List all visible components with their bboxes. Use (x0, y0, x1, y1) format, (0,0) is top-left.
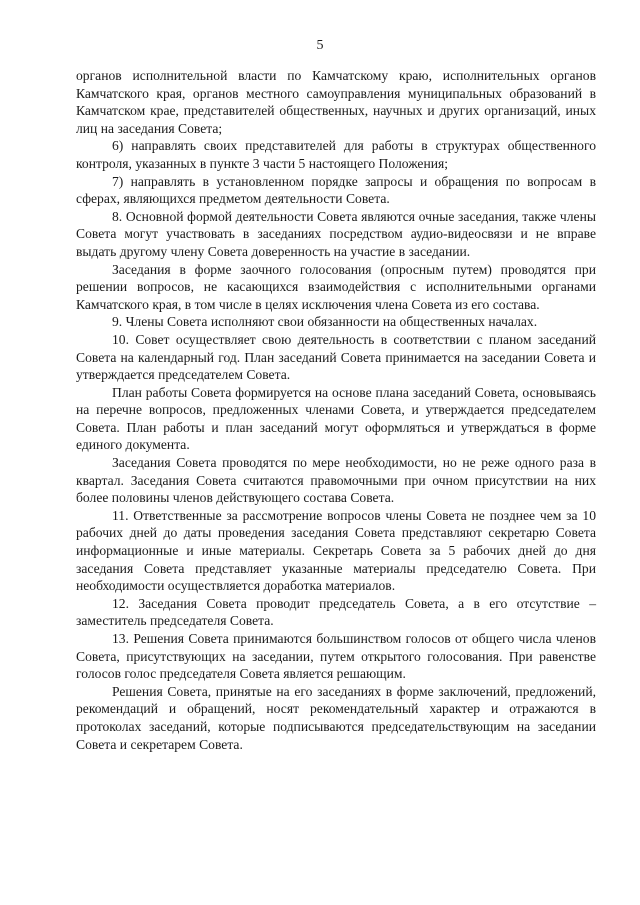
paragraph-meeting-frequency: Заседания Совета проводятся по мере необходимости, но не реже одного раза в квартал. Заседания Совета считаются правомочными при очном присутствии на них более половины членов действующего состава Совета. (76, 455, 596, 506)
page-number: 5 (316, 38, 324, 53)
paragraph-clause-10: 10. Совет осуществляет свою деятельность в соответствии с планом заседаний Совета на календарный год. План заседаний Совета принимается на заседании Совета и утверждается председателем Совета. (76, 331, 596, 383)
paragraph-continuation: органов исполнительной власти по Камчатскому краю, исполнительных органов Камчатского края, органов местного самоуправления муниципальных образований в Камчатском крае, представителей общественных, научных и других организаций, иных лиц на заседания Совета; (76, 68, 596, 136)
paragraph-clause-9: 9. Члены Совета исполняют свои обязанности на общественных началах. (112, 314, 538, 330)
paragraph-absentee-voting: Заседания в форме заочного голосования (опросным путем) проводятся при решении вопросов, не касающихся взаимодействия с исполнительными органами Камчатского края, в том числе в целях исключения члена Совета из его состава. (76, 261, 596, 312)
document-body (76, 67, 596, 753)
paragraph-item-6: 6) направлять своих представителей для работы в структурах общественного контроля, указанных в пункте 3 части 5 настоящего Положения; (76, 138, 596, 171)
paragraph-item-7: 7) направлять в установленном порядке запросы и обращения по вопросам в сферах, являющихся предметом деятельности Совета. (76, 173, 596, 207)
paragraph-work-plan: План работы Совета формируется на основе плана заседаний Совета, основываясь на перечне вопросов, предложенных членами Совета, и утверждается председателем Совета. План работы и план заседаний могут оформляться и утверждаться в форме единого документа. (76, 384, 596, 453)
paragraph-clause-13: 13. Решения Совета принимаются большинством голосов от общего числа членов Совета, присутствующих на заседании, путем открытого голосования. При равенстве голосов голос председателя Совета является решающим. (76, 631, 596, 682)
paragraph-clause-11: 11. Ответственные за рассмотрение вопросов члены Совета не позднее чем за 10 рабочих дней до даты проведения заседания Совета представляют секретарю Совета информационные и иные материалы. Секретарь Совета за 5 рабочих дней до дня заседания Совета представляет указанные материалы председателю Совета. При необходимости осуществляется доработка материалов. (76, 507, 596, 594)
paragraph-clause-12: 12. Заседания Совета проводит председатель Совета, а в его отсутствие – заместитель председателя Совета. (76, 595, 596, 629)
paragraph-decisions: Решения Совета, принятые на его заседаниях в форме заключений, предложений, рекомендаций и обращений, носят рекомендательный характер и отражаются в протоколах заседаний, которые подписываются председательствующим на заседании Совета и секретарем Совета. (76, 683, 596, 752)
paragraph-clause-8: 8. Основной формой деятельности Совета являются очные заседания, также члены Совета могут участвовать в заседаниях посредством аудио-видеосвязи и не вправе выдать другому члену Совета доверенность на участие в заседании. (76, 208, 596, 259)
